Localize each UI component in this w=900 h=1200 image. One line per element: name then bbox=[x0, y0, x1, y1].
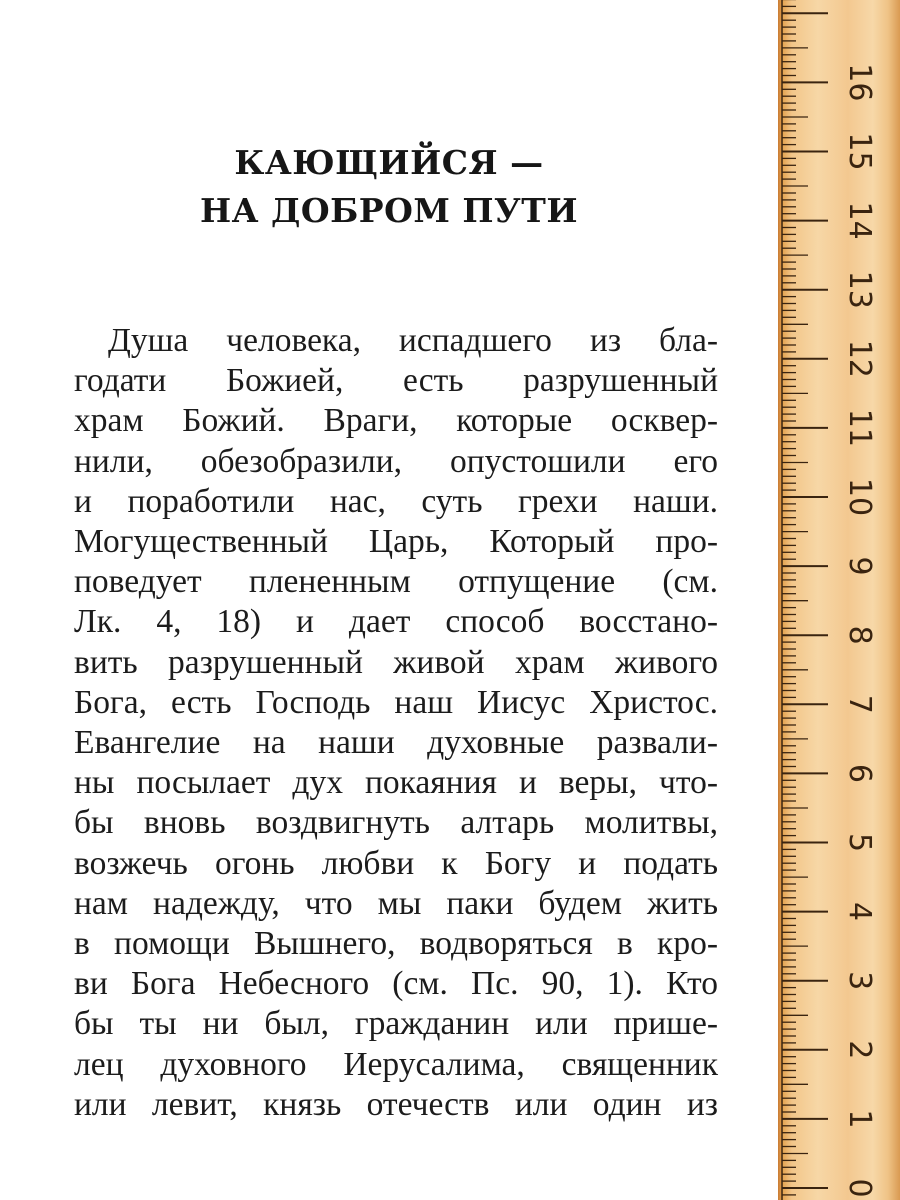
ruler-number: 5 bbox=[842, 832, 877, 853]
text-line: годати Божией, есть разрушенный bbox=[74, 362, 718, 400]
text-line: поведует плененным отпущение (см. bbox=[74, 563, 718, 601]
ruler-number: 0 bbox=[842, 1178, 877, 1198]
text-line: Душа человека, испадшего из бла- bbox=[108, 322, 718, 359]
ruler-number: 4 bbox=[842, 902, 877, 922]
text-line: Бога, есть Господь наш Иисус Христос. bbox=[74, 683, 718, 721]
ruler-number: 12 bbox=[842, 339, 877, 378]
ruler-number: 11 bbox=[842, 408, 877, 447]
text-line: Лк. 4, 18) и дает способ восстано- bbox=[74, 603, 718, 641]
chapter-title-line-2: НА ДОБРОМ ПУТИ bbox=[199, 191, 579, 230]
text-line: ви Бога Небесного (см. Пс. 90, 1). Кто bbox=[74, 965, 718, 1003]
text-line: в помощи Вышнего, водворяться в кро- bbox=[74, 925, 718, 962]
ruler-number: 9 bbox=[842, 556, 877, 576]
text-line: храм Божий. Враги, которые осквер- bbox=[74, 402, 718, 440]
ruler-number: 15 bbox=[842, 132, 877, 171]
ruler-image bbox=[778, 0, 900, 1200]
text-line: и поработили нас, суть грехи наши. bbox=[74, 482, 718, 520]
ruler-number: 6 bbox=[842, 763, 877, 783]
ruler-number: 3 bbox=[842, 971, 877, 991]
text-line: нили, обезобразили, опустошили его bbox=[74, 442, 718, 480]
text-line: вить разрушенный живой храм живого bbox=[74, 643, 718, 681]
text-line: ны посылает дух покаяния и веры, что- bbox=[74, 764, 718, 802]
ruler-number: 7 bbox=[842, 694, 877, 714]
text-line: лец духовного Иерусалима, священник bbox=[74, 1045, 718, 1083]
ruler-number: 13 bbox=[842, 270, 877, 309]
ruler-number: 2 bbox=[842, 1040, 877, 1060]
text-line: Евангелие на наши духовные развали- bbox=[74, 724, 718, 761]
chapter-title-line-1: КАЮЩИЙСЯ — bbox=[234, 143, 544, 182]
text-line: бы вновь воздвигнуть алтарь молитвы, bbox=[74, 804, 718, 842]
text-line: или левит, князь отечеств или один из bbox=[74, 1085, 718, 1123]
ruler-number: 10 bbox=[842, 477, 877, 517]
ruler-scale bbox=[778, 0, 900, 1200]
text-line: нам надежду, что мы паки будем жить bbox=[74, 884, 718, 922]
ruler-number: 8 bbox=[842, 625, 877, 645]
text-line: бы ты ни был, гражданин или пришe- bbox=[74, 1005, 718, 1043]
text-line: Могущественный Царь, Который про- bbox=[74, 523, 718, 560]
ruler-number: 1 bbox=[842, 1109, 877, 1129]
ruler-number: 16 bbox=[842, 63, 877, 102]
text-line: возжечь огонь любви к Богу и подать bbox=[74, 844, 718, 882]
ruler-number: 14 bbox=[842, 201, 877, 240]
